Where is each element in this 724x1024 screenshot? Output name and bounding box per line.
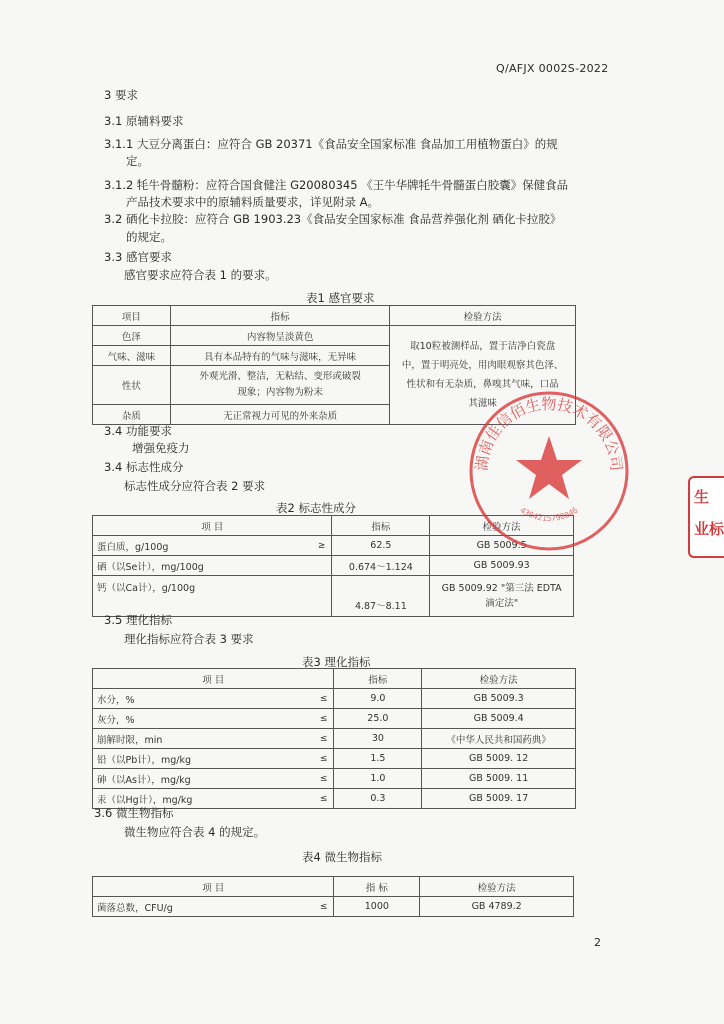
table1-row-item: 气味、滋味 (93, 346, 171, 366)
table3-header-item: 项 目 (93, 669, 334, 689)
section-3-4-marker-text: 标志性成分应符合表 2 要求 (124, 479, 266, 493)
table3-row-item (93, 689, 334, 709)
table2-row-item: 钙（以Ca计），g/100g (93, 576, 332, 617)
table1-header-value: 指标 (170, 306, 390, 326)
table3-row-symbol: ≤ (319, 713, 328, 724)
table3-row-method: GB 5009. 17 (422, 789, 576, 809)
table2-row-item-label: 蛋白质，g/100g (97, 541, 169, 553)
table2-row-symbol: ≥ (317, 540, 326, 551)
table3-row-method: GB 5009. 12 (422, 749, 576, 769)
edge-mark-line1: 生 (694, 488, 710, 506)
company-seal-stamp (466, 388, 632, 554)
table3-physicochemical (92, 668, 576, 809)
table2-row-value: 62.5 (332, 536, 430, 556)
section-3-5-heading: 3.5 理化指标 (104, 613, 172, 627)
table4-row-value: 1000 (334, 897, 420, 917)
table2-row-method (430, 576, 574, 617)
table2-row-value: 4.87～8.11 (332, 576, 430, 617)
table3-row-value: 1.0 (334, 769, 422, 789)
edge-standard-mark (688, 476, 724, 558)
table1-caption: 表1 感官要求 (306, 291, 375, 305)
table3-header-value: 指标 (334, 669, 422, 689)
table1-row-item: 性状 (93, 366, 171, 405)
table4-header-item: 项 目 (93, 877, 334, 897)
section-3-heading: 3 要求 (104, 88, 138, 102)
table1-method-line: 其滋味 (468, 398, 497, 409)
table2-row-item (93, 536, 332, 556)
section-3-1-2-line1: 3.1.2 牦牛骨髓粉：应符合国食健注 G20080345 《王牛华牌牦牛骨髓蛋白胶囊》保健食品 (104, 178, 569, 192)
section-3-6-heading: 3.6 微生物指标 (94, 806, 174, 820)
table3-row-item (93, 749, 334, 769)
table2-row-value: 0.674～1.124 (332, 556, 430, 576)
page-number: 2 (594, 936, 601, 949)
table3-row-symbol: ≤ (319, 753, 328, 764)
table3-row-item-label: 灰分，% (97, 714, 135, 726)
table4-row-symbol: ≤ (319, 901, 328, 912)
table1-method-line: 中，置于明亮处，用肉眼观察其色泽、 (401, 360, 564, 371)
table1-row-value: 内容物呈淡黄色 (170, 326, 390, 346)
table2-caption: 表2 标志性成分 (276, 501, 356, 515)
table3-row-method: GB 5009. 11 (422, 769, 576, 789)
section-3-5-text: 理化指标应符合表 3 要求 (124, 632, 254, 646)
document-code: Q/AFJX 0002S-2022 (496, 62, 609, 75)
table1-row-value: 无正常视力可见的外来杂质 (170, 405, 390, 425)
table2-row-method-line1: GB 5009.92 "第三法 EDTA (441, 583, 562, 594)
table4-row-method: GB 4789.2 (420, 897, 574, 917)
table3-row-method: 《中华人民共和国药典》 (422, 729, 576, 749)
table2-header-item: 项 目 (93, 516, 332, 536)
table3-row-item-label: 汞（以Hg计），mg/kg (97, 794, 193, 806)
table2-header-method: 检验方法 (430, 516, 574, 536)
table3-row-item (93, 769, 334, 789)
table3-caption: 表3 理化指标 (302, 655, 371, 669)
table3-row-value: 1.5 (334, 749, 422, 769)
table2-row-method: GB 5009.93 (430, 556, 574, 576)
seal-star-icon (516, 436, 582, 499)
section-3-6-text: 微生物应符合表 4 的规定。 (124, 825, 266, 839)
section-3-1-1-line2: 定。 (126, 154, 149, 168)
section-3-3-heading: 3.3 感官要求 (104, 250, 172, 264)
seal-text: 湖南佳信佰生物技术有限公司 (472, 395, 626, 472)
table3-row-symbol: ≤ (319, 793, 328, 804)
section-3-4-function-text: 增强免疫力 (132, 441, 190, 455)
section-3-4-function-heading: 3.4 功能要求 (104, 424, 172, 438)
table4-caption: 表4 微生物指标 (302, 850, 382, 864)
table3-row-item (93, 709, 334, 729)
table1-row-item: 杂质 (93, 405, 171, 425)
table4-row-item-label: 菌落总数，CFU/g (97, 902, 173, 914)
section-3-4-marker-heading: 3.4 标志性成分 (104, 460, 184, 474)
table3-row-item-label: 砷（以As计），mg/kg (97, 774, 191, 786)
table1-method-line: 取10粒被测样品，置于洁净白瓷盘 (410, 341, 556, 352)
table3-row-value: 25.0 (334, 709, 422, 729)
table3-row-value: 9.0 (334, 689, 422, 709)
table3-row-item-label: 水分，% (97, 694, 135, 706)
section-3-1-heading: 3.1 原辅料要求 (104, 114, 184, 128)
section-3-3-text: 感官要求应符合表 1 的要求。 (124, 268, 277, 282)
table3-row-method: GB 5009.3 (422, 689, 576, 709)
table1-header-item: 项目 (93, 306, 171, 326)
table3-row-symbol: ≤ (319, 733, 328, 744)
table1-method-line: 性状和有无杂质，鼻嗅其气味，口品 (406, 379, 559, 390)
table2-header-value: 指标 (332, 516, 430, 536)
section-3-2-line1: 3.2 硒化卡拉胶：应符合 GB 1903.23《食品安全国家标准 食品营养强化剂 硒化卡拉胶》 (104, 212, 562, 226)
table2-row-method: GB 5009.5 (430, 536, 574, 556)
table4-header-value: 指 标 (334, 877, 420, 897)
section-3-1-1-line1: 3.1.1 大豆分离蛋白：应符合 GB 20371《食品安全国家标准 食品加工用植物蛋白》的规 (104, 137, 558, 151)
table1-row-value-line2: 现象；内容物为粉末 (237, 387, 323, 398)
table3-row-symbol: ≤ (319, 693, 328, 704)
table1-header-method: 检验方法 (390, 306, 576, 326)
table4-microbiological (92, 876, 574, 917)
table3-row-value: 0.3 (334, 789, 422, 809)
table2-row-item: 硒（以Se计），mg/100g (93, 556, 332, 576)
table2-row-method-line2: 滴定法" (485, 598, 519, 609)
table3-row-symbol: ≤ (319, 773, 328, 784)
section-3-1-2-line2: 产品技术要求中的原辅料质量要求，详见附录 A。 (126, 195, 380, 209)
table1-row-value-line1: 外观光滑、整洁，无粘结、变形或破裂 (199, 371, 361, 382)
table3-header-method: 检验方法 (422, 669, 576, 689)
table4-header-method: 检验方法 (420, 877, 574, 897)
edge-mark-line2: 业标 (694, 520, 724, 538)
table3-row-method: GB 5009.4 (422, 709, 576, 729)
table1-row-item: 色泽 (93, 326, 171, 346)
table3-row-item (93, 729, 334, 749)
table3-row-item-label: 崩解时限，min (97, 734, 163, 746)
table1-row-value: 具有本品特有的气味与滋味，无异味 (170, 346, 390, 366)
table3-row-item-label: 铅（以Pb计），mg/kg (97, 754, 192, 766)
seal-number: 4304215790046 (518, 505, 580, 523)
table4-row-item (93, 897, 334, 917)
table3-row-value: 30 (334, 729, 422, 749)
section-3-2-line2: 的规定。 (126, 230, 172, 244)
table1-row-value (170, 366, 390, 405)
